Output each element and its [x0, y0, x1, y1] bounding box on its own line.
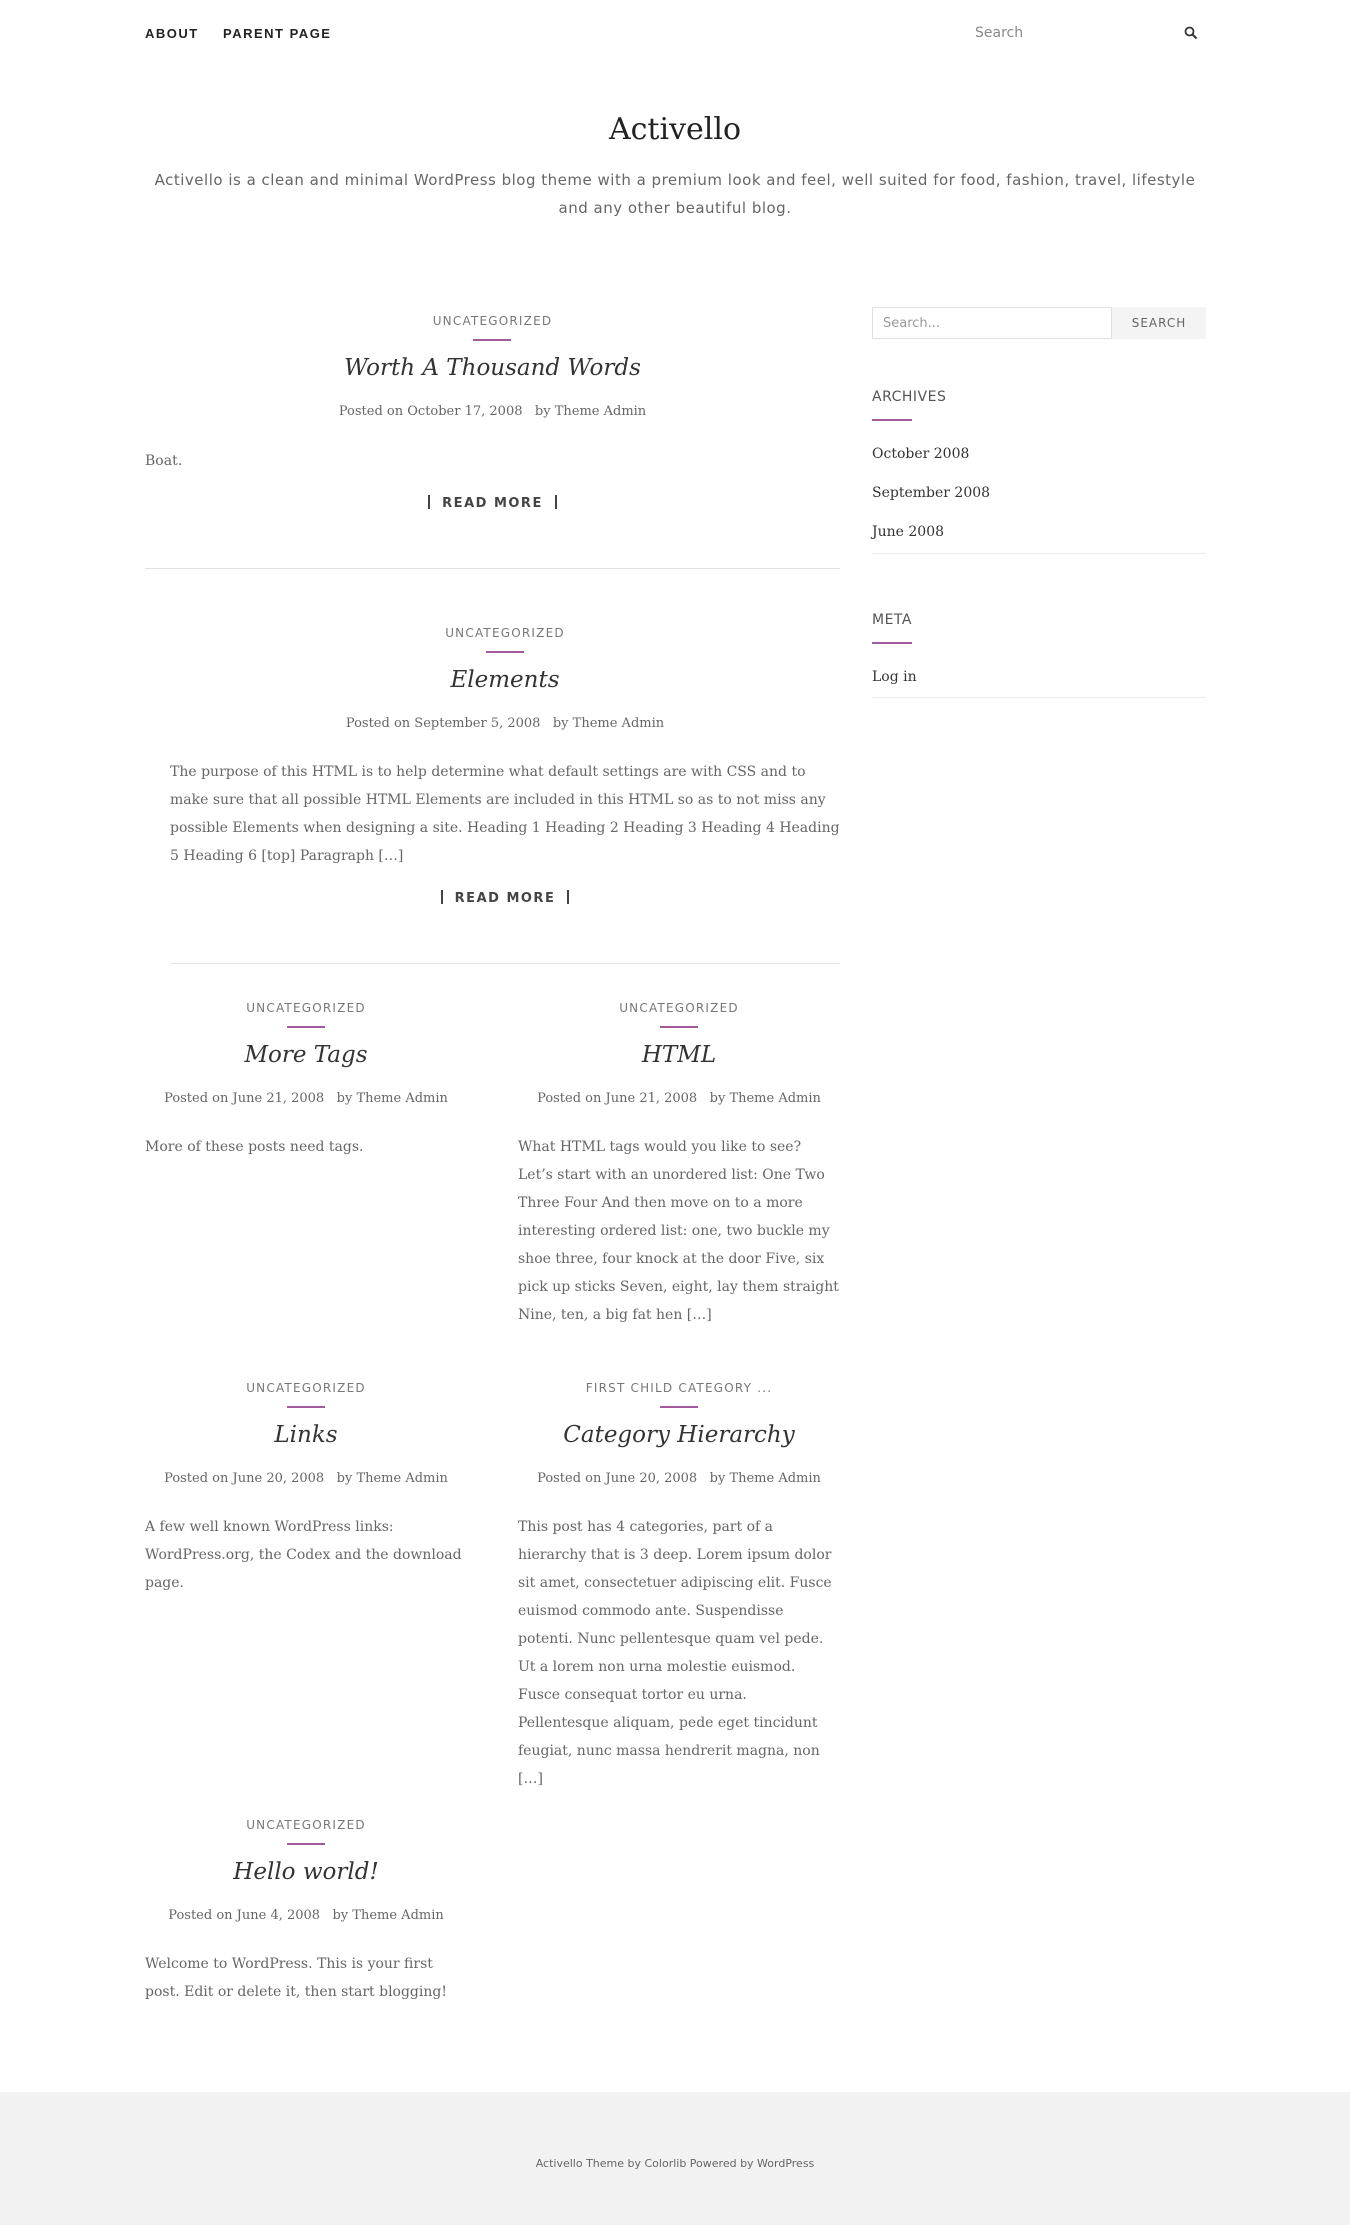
- post-title[interactable]: Worth A Thousand Words: [344, 355, 641, 381]
- by-label: by: [336, 1091, 353, 1106]
- category-underline: [660, 1406, 698, 1408]
- post-meta: [170, 716, 840, 731]
- posted-on-label: Posted on: [345, 716, 411, 731]
- widget-title-archives: ARCHIVES: [872, 389, 947, 405]
- post-title[interactable]: HTML: [641, 1042, 717, 1068]
- post-title[interactable]: Elements: [450, 667, 560, 693]
- post-meta: [145, 1908, 467, 1923]
- post-category[interactable]: UNCATEGORIZED: [246, 1001, 366, 1015]
- by-label: by: [552, 716, 569, 731]
- post-author[interactable]: Theme Admin: [356, 1471, 448, 1486]
- posted-on-label: Posted on: [338, 404, 404, 419]
- posted-on-label: Posted on: [164, 1471, 229, 1486]
- post-meta: [145, 1091, 467, 1106]
- post-excerpt: The purpose of this HTML is to help determine what default settings are with CSS and to make sure that all possible HTML Elements are included in this HTML so as to not miss any possible Elements when designing a site. Heading 1 Heading 2 Heading 3 Heading 4 Heading 5 Heading 6 [top] Paragraph […]: [170, 764, 840, 864]
- posted-on-label: Posted on: [537, 1091, 602, 1106]
- read-more-label: READ MORE: [454, 891, 556, 906]
- search-icon[interactable]: [1184, 26, 1198, 40]
- sidebar-search-button[interactable]: SEARCH: [1112, 307, 1206, 339]
- post-category[interactable]: UNCATEGORIZED: [619, 1001, 739, 1015]
- archive-link[interactable]: October 2008: [872, 446, 970, 462]
- posted-on-label: Posted on: [168, 1908, 233, 1923]
- category-underline: [473, 339, 511, 341]
- post-date[interactable]: June 20, 2008: [232, 1471, 325, 1486]
- post-author[interactable]: Theme Admin: [729, 1471, 821, 1486]
- read-more-button[interactable]: [145, 495, 840, 511]
- post-title[interactable]: Category Hierarchy: [563, 1422, 795, 1448]
- post-date[interactable]: June 20, 2008: [605, 1471, 698, 1486]
- post-author[interactable]: Theme Admin: [554, 404, 647, 419]
- post-author[interactable]: Theme Admin: [352, 1908, 444, 1923]
- post-excerpt: More of these posts need tags.: [145, 1139, 364, 1155]
- widget-underline: [872, 642, 912, 644]
- post-excerpt: This post has 4 categories, part of a hierarchy that is 3 deep. Lorem ipsum dolor sit amet, consectetuer adipiscing elit. Fusce euismod commodo ante. Suspendisse potenti. Nunc pellentesque quam vel pede. Ut a lorem non urna molestie euismod. Fusce consequat tortor eu urna. Pellentesque aliquam, pede eget tincidunt feugiat, nunc massa hendrerit magna, non […]: [518, 1519, 832, 1787]
- post-date[interactable]: September 5, 2008: [414, 716, 541, 731]
- post-category[interactable]: UNCATEGORIZED: [246, 1381, 366, 1395]
- post-excerpt: Welcome to WordPress. This is your first post. Edit or delete it, then start blogging!: [145, 1956, 447, 2000]
- post-category[interactable]: UNCATEGORIZED: [432, 314, 553, 328]
- posted-on-label: Posted on: [164, 1091, 229, 1106]
- category-underline: [486, 651, 524, 653]
- meta-link-login[interactable]: Log in: [872, 669, 917, 685]
- read-more-bar: [567, 890, 569, 904]
- post-author[interactable]: Theme Admin: [356, 1091, 448, 1106]
- category-underline: [287, 1406, 325, 1408]
- read-more-button[interactable]: [170, 890, 840, 906]
- post-author[interactable]: Theme Admin: [572, 716, 665, 731]
- post-date[interactable]: June 21, 2008: [605, 1091, 698, 1106]
- widget-divider: [872, 553, 1206, 554]
- post-date[interactable]: June 21, 2008: [232, 1091, 325, 1106]
- site-description: Activello is a clean and minimal WordPress blog theme with a premium look and feel, well suited for food, fashion, travel, lifestyle and any other beautiful blog.: [154, 171, 1196, 217]
- posted-on-label: Posted on: [537, 1471, 602, 1486]
- category-underline: [287, 1026, 325, 1028]
- category-underline: [660, 1026, 698, 1028]
- post-title[interactable]: Hello world!: [233, 1859, 379, 1885]
- footer-credits: Activello Theme by Colorlib Powered by WordPress: [535, 2157, 815, 2170]
- post-divider: [145, 568, 840, 569]
- post-category[interactable]: UNCATEGORIZED: [246, 1818, 366, 1832]
- post-date[interactable]: October 17, 2008: [407, 404, 523, 419]
- post-divider: [170, 963, 840, 964]
- by-label: by: [709, 1091, 726, 1106]
- post-author[interactable]: Theme Admin: [729, 1091, 821, 1106]
- post-meta: [518, 1091, 840, 1106]
- read-more-label: READ MORE: [442, 496, 543, 511]
- nav-about[interactable]: ABOUT: [145, 26, 199, 41]
- read-more-bar: [555, 495, 557, 509]
- sidebar-search-input[interactable]: [872, 307, 1112, 339]
- widget-underline: [872, 419, 912, 421]
- post-date[interactable]: June 4, 2008: [236, 1908, 321, 1923]
- post-category[interactable]: FIRST CHILD CATEGORY ...: [585, 1381, 773, 1395]
- post-excerpt: A few well known WordPress links: WordPress.org, the Codex and the download page.: [145, 1519, 462, 1591]
- widget-title-meta: META: [872, 612, 912, 628]
- post-meta: [145, 1471, 467, 1486]
- post-excerpt: Boat.: [145, 453, 183, 469]
- post-category[interactable]: UNCATEGORIZED: [445, 626, 565, 640]
- site-title[interactable]: Activello: [608, 112, 742, 147]
- post-title[interactable]: Links: [274, 1422, 338, 1448]
- archive-link[interactable]: September 2008: [872, 485, 991, 501]
- archive-link[interactable]: June 2008: [872, 524, 945, 540]
- read-more-bar: [441, 890, 443, 904]
- post-meta: [518, 1471, 840, 1486]
- top-search-input[interactable]: [975, 20, 1205, 46]
- post-title[interactable]: More Tags: [244, 1042, 368, 1068]
- by-label: by: [534, 404, 551, 419]
- post-meta: [145, 404, 840, 419]
- by-label: by: [336, 1471, 353, 1486]
- widget-divider: [872, 697, 1206, 698]
- nav-parent-page[interactable]: PARENT PAGE: [223, 26, 332, 41]
- by-label: by: [709, 1471, 726, 1486]
- category-underline: [287, 1843, 325, 1845]
- by-label: by: [332, 1908, 349, 1923]
- read-more-bar: [428, 495, 430, 509]
- post-excerpt: What HTML tags would you like to see? Let’s start with an unordered list: One Two Three Four And then move on to a more interesting ordered list: one, two buckle my shoe three, four knock at the door Five, six pick up sticks Seven, eight, lay them straight Nine, ten, a big fat hen […]: [518, 1139, 839, 1323]
